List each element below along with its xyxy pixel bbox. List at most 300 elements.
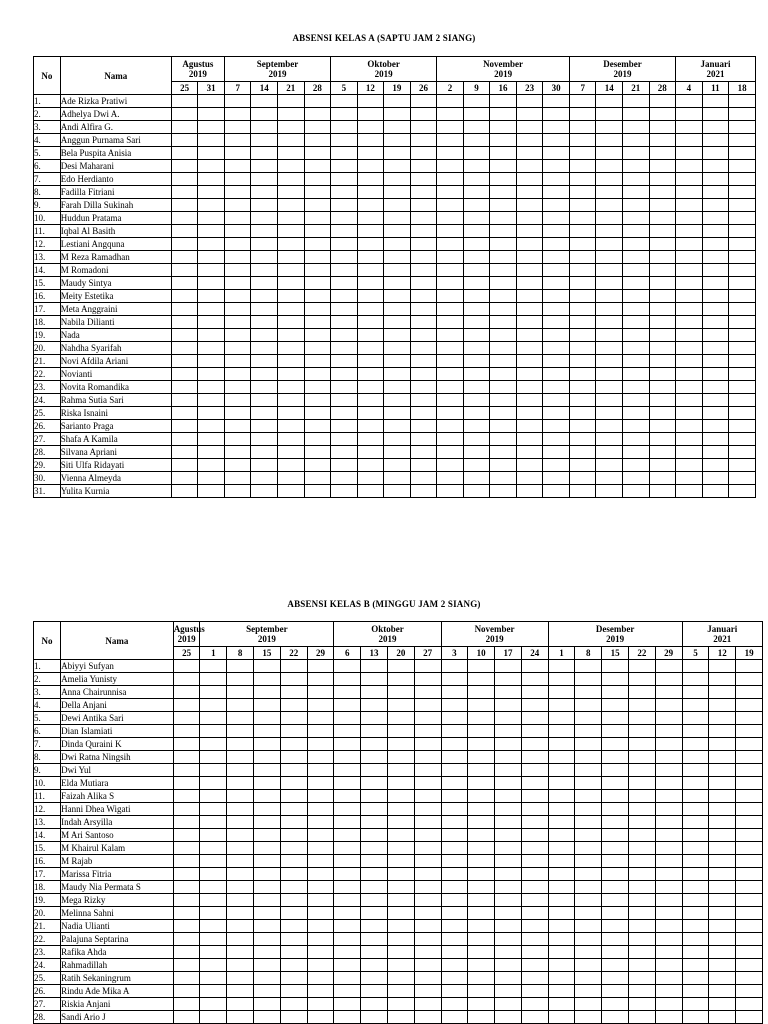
attendance-cell[interactable] [307, 686, 334, 699]
attendance-cell[interactable] [729, 225, 756, 238]
attendance-cell[interactable] [682, 699, 709, 712]
attendance-cell[interactable] [334, 946, 361, 959]
attendance-cell[interactable] [521, 894, 548, 907]
attendance-cell[interactable] [304, 212, 331, 225]
attendance-cell[interactable] [495, 738, 522, 751]
attendance-cell[interactable] [410, 173, 437, 186]
attendance-cell[interactable] [655, 998, 682, 1011]
attendance-cell[interactable] [729, 368, 756, 381]
attendance-cell[interactable] [334, 972, 361, 985]
attendance-cell[interactable] [516, 472, 543, 485]
attendance-cell[interactable] [251, 95, 278, 108]
attendance-cell[interactable] [171, 212, 198, 225]
attendance-cell[interactable] [490, 186, 517, 199]
attendance-cell[interactable] [171, 238, 198, 251]
attendance-cell[interactable] [171, 225, 198, 238]
attendance-cell[interactable] [441, 803, 468, 816]
attendance-cell[interactable] [331, 199, 358, 212]
attendance-cell[interactable] [463, 173, 490, 186]
attendance-cell[interactable] [702, 147, 729, 160]
attendance-cell[interactable] [575, 699, 602, 712]
attendance-cell[interactable] [387, 699, 414, 712]
attendance-cell[interactable] [622, 472, 649, 485]
attendance-cell[interactable] [548, 855, 575, 868]
attendance-cell[interactable] [414, 920, 441, 933]
attendance-cell[interactable] [490, 459, 517, 472]
attendance-cell[interactable] [736, 972, 763, 985]
attendance-cell[interactable] [227, 868, 254, 881]
attendance-cell[interactable] [304, 251, 331, 264]
attendance-cell[interactable] [173, 894, 200, 907]
attendance-cell[interactable] [307, 777, 334, 790]
attendance-cell[interactable] [709, 946, 736, 959]
attendance-cell[interactable] [224, 264, 251, 277]
attendance-cell[interactable] [304, 108, 331, 121]
attendance-cell[interactable] [410, 277, 437, 290]
attendance-cell[interactable] [521, 959, 548, 972]
attendance-cell[interactable] [251, 303, 278, 316]
attendance-cell[interactable] [649, 433, 676, 446]
attendance-cell[interactable] [468, 998, 495, 1011]
attendance-cell[interactable] [569, 433, 596, 446]
attendance-cell[interactable] [331, 420, 358, 433]
attendance-cell[interactable] [676, 225, 703, 238]
attendance-cell[interactable] [682, 764, 709, 777]
attendance-cell[interactable] [437, 316, 464, 329]
attendance-cell[interactable] [543, 264, 570, 277]
attendance-cell[interactable] [278, 342, 305, 355]
attendance-cell[interactable] [173, 725, 200, 738]
attendance-cell[interactable] [596, 459, 623, 472]
attendance-cell[interactable] [468, 764, 495, 777]
attendance-cell[interactable] [702, 446, 729, 459]
attendance-cell[interactable] [729, 212, 756, 225]
attendance-cell[interactable] [655, 751, 682, 764]
attendance-cell[interactable] [361, 946, 388, 959]
attendance-cell[interactable] [602, 829, 629, 842]
attendance-cell[interactable] [414, 946, 441, 959]
attendance-cell[interactable] [227, 738, 254, 751]
attendance-cell[interactable] [543, 225, 570, 238]
attendance-cell[interactable] [331, 394, 358, 407]
attendance-cell[interactable] [602, 725, 629, 738]
attendance-cell[interactable] [736, 920, 763, 933]
attendance-cell[interactable] [173, 738, 200, 751]
attendance-cell[interactable] [622, 433, 649, 446]
attendance-cell[interactable] [357, 290, 384, 303]
attendance-cell[interactable] [622, 95, 649, 108]
attendance-cell[interactable] [702, 212, 729, 225]
attendance-cell[interactable] [495, 933, 522, 946]
attendance-cell[interactable] [361, 829, 388, 842]
attendance-cell[interactable] [387, 712, 414, 725]
attendance-cell[interactable] [278, 277, 305, 290]
attendance-cell[interactable] [278, 212, 305, 225]
attendance-cell[interactable] [410, 394, 437, 407]
attendance-cell[interactable] [548, 751, 575, 764]
attendance-cell[interactable] [596, 199, 623, 212]
attendance-cell[interactable] [676, 147, 703, 160]
attendance-cell[interactable] [334, 881, 361, 894]
attendance-cell[interactable] [516, 121, 543, 134]
attendance-cell[interactable] [414, 764, 441, 777]
attendance-cell[interactable] [628, 673, 655, 686]
attendance-cell[interactable] [441, 829, 468, 842]
attendance-cell[interactable] [437, 394, 464, 407]
attendance-cell[interactable] [682, 1011, 709, 1024]
attendance-cell[interactable] [361, 972, 388, 985]
attendance-cell[interactable] [307, 946, 334, 959]
attendance-cell[interactable] [307, 959, 334, 972]
attendance-cell[interactable] [682, 907, 709, 920]
attendance-cell[interactable] [543, 173, 570, 186]
attendance-cell[interactable] [702, 407, 729, 420]
attendance-cell[interactable] [334, 894, 361, 907]
attendance-cell[interactable] [649, 472, 676, 485]
attendance-cell[interactable] [384, 186, 411, 199]
attendance-cell[interactable] [702, 160, 729, 173]
attendance-cell[interactable] [622, 459, 649, 472]
attendance-cell[interactable] [676, 459, 703, 472]
attendance-cell[interactable] [602, 738, 629, 751]
attendance-cell[interactable] [543, 290, 570, 303]
attendance-cell[interactable] [676, 238, 703, 251]
attendance-cell[interactable] [198, 342, 225, 355]
attendance-cell[interactable] [649, 212, 676, 225]
attendance-cell[interactable] [410, 134, 437, 147]
attendance-cell[interactable] [307, 764, 334, 777]
attendance-cell[interactable] [602, 855, 629, 868]
attendance-cell[interactable] [709, 764, 736, 777]
attendance-cell[interactable] [307, 881, 334, 894]
attendance-cell[interactable] [569, 446, 596, 459]
attendance-cell[interactable] [682, 803, 709, 816]
attendance-cell[interactable] [516, 316, 543, 329]
attendance-cell[interactable] [410, 212, 437, 225]
attendance-cell[interactable] [682, 998, 709, 1011]
attendance-cell[interactable] [441, 868, 468, 881]
attendance-cell[interactable] [736, 751, 763, 764]
attendance-cell[interactable] [655, 829, 682, 842]
attendance-cell[interactable] [254, 920, 281, 933]
attendance-cell[interactable] [361, 660, 388, 673]
attendance-cell[interactable] [569, 199, 596, 212]
attendance-cell[interactable] [280, 972, 307, 985]
attendance-cell[interactable] [414, 790, 441, 803]
attendance-cell[interactable] [387, 855, 414, 868]
attendance-cell[interactable] [655, 985, 682, 998]
attendance-cell[interactable] [198, 381, 225, 394]
attendance-cell[interactable] [280, 660, 307, 673]
attendance-cell[interactable] [254, 855, 281, 868]
attendance-cell[interactable] [495, 790, 522, 803]
attendance-cell[interactable] [173, 920, 200, 933]
attendance-cell[interactable] [521, 985, 548, 998]
attendance-cell[interactable] [173, 686, 200, 699]
attendance-cell[interactable] [569, 290, 596, 303]
attendance-cell[interactable] [521, 933, 548, 946]
attendance-cell[interactable] [463, 381, 490, 394]
attendance-cell[interactable] [280, 842, 307, 855]
attendance-cell[interactable] [575, 751, 602, 764]
attendance-cell[interactable] [628, 816, 655, 829]
attendance-cell[interactable] [495, 777, 522, 790]
attendance-cell[interactable] [490, 160, 517, 173]
attendance-cell[interactable] [387, 777, 414, 790]
attendance-cell[interactable] [521, 920, 548, 933]
attendance-cell[interactable] [575, 985, 602, 998]
attendance-cell[interactable] [516, 134, 543, 147]
attendance-cell[interactable] [361, 738, 388, 751]
attendance-cell[interactable] [254, 868, 281, 881]
attendance-cell[interactable] [384, 381, 411, 394]
attendance-cell[interactable] [331, 303, 358, 316]
attendance-cell[interactable] [575, 920, 602, 933]
attendance-cell[interactable] [357, 407, 384, 420]
attendance-cell[interactable] [410, 225, 437, 238]
attendance-cell[interactable] [628, 790, 655, 803]
attendance-cell[interactable] [736, 829, 763, 842]
attendance-cell[interactable] [709, 686, 736, 699]
attendance-cell[interactable] [198, 433, 225, 446]
attendance-cell[interactable] [729, 394, 756, 407]
attendance-cell[interactable] [224, 225, 251, 238]
attendance-cell[interactable] [682, 712, 709, 725]
attendance-cell[interactable] [495, 764, 522, 777]
attendance-cell[interactable] [702, 264, 729, 277]
attendance-cell[interactable] [198, 160, 225, 173]
attendance-cell[interactable] [437, 108, 464, 121]
attendance-cell[interactable] [682, 790, 709, 803]
attendance-cell[interactable] [575, 673, 602, 686]
attendance-cell[interactable] [709, 790, 736, 803]
attendance-cell[interactable] [278, 303, 305, 316]
attendance-cell[interactable] [463, 407, 490, 420]
attendance-cell[interactable] [254, 725, 281, 738]
attendance-cell[interactable] [655, 660, 682, 673]
attendance-cell[interactable] [682, 673, 709, 686]
attendance-cell[interactable] [575, 816, 602, 829]
attendance-cell[interactable] [575, 829, 602, 842]
attendance-cell[interactable] [468, 660, 495, 673]
attendance-cell[interactable] [410, 433, 437, 446]
attendance-cell[interactable] [334, 933, 361, 946]
attendance-cell[interactable] [628, 972, 655, 985]
attendance-cell[interactable] [410, 420, 437, 433]
attendance-cell[interactable] [173, 803, 200, 816]
attendance-cell[interactable] [655, 946, 682, 959]
attendance-cell[interactable] [278, 329, 305, 342]
attendance-cell[interactable] [521, 816, 548, 829]
attendance-cell[interactable] [441, 699, 468, 712]
attendance-cell[interactable] [516, 446, 543, 459]
attendance-cell[interactable] [676, 277, 703, 290]
attendance-cell[interactable] [384, 108, 411, 121]
attendance-cell[interactable] [227, 985, 254, 998]
attendance-cell[interactable] [280, 946, 307, 959]
attendance-cell[interactable] [709, 712, 736, 725]
attendance-cell[interactable] [227, 842, 254, 855]
attendance-cell[interactable] [463, 355, 490, 368]
attendance-cell[interactable] [384, 225, 411, 238]
attendance-cell[interactable] [463, 134, 490, 147]
attendance-cell[interactable] [307, 998, 334, 1011]
attendance-cell[interactable] [441, 816, 468, 829]
attendance-cell[interactable] [254, 673, 281, 686]
attendance-cell[interactable] [357, 355, 384, 368]
attendance-cell[interactable] [410, 342, 437, 355]
attendance-cell[interactable] [254, 712, 281, 725]
attendance-cell[interactable] [575, 933, 602, 946]
attendance-cell[interactable] [331, 446, 358, 459]
attendance-cell[interactable] [628, 686, 655, 699]
attendance-cell[interactable] [543, 121, 570, 134]
attendance-cell[interactable] [251, 238, 278, 251]
attendance-cell[interactable] [410, 329, 437, 342]
attendance-cell[interactable] [569, 381, 596, 394]
attendance-cell[interactable] [548, 686, 575, 699]
attendance-cell[interactable] [410, 472, 437, 485]
attendance-cell[interactable] [676, 264, 703, 277]
attendance-cell[interactable] [280, 959, 307, 972]
attendance-cell[interactable] [171, 121, 198, 134]
attendance-cell[interactable] [254, 790, 281, 803]
attendance-cell[interactable] [709, 803, 736, 816]
attendance-cell[interactable] [410, 147, 437, 160]
attendance-cell[interactable] [702, 485, 729, 498]
attendance-cell[interactable] [490, 329, 517, 342]
attendance-cell[interactable] [307, 894, 334, 907]
attendance-cell[interactable] [468, 933, 495, 946]
attendance-cell[interactable] [468, 894, 495, 907]
attendance-cell[interactable] [709, 816, 736, 829]
attendance-cell[interactable] [628, 660, 655, 673]
attendance-cell[interactable] [171, 459, 198, 472]
attendance-cell[interactable] [676, 160, 703, 173]
attendance-cell[interactable] [490, 381, 517, 394]
attendance-cell[interactable] [655, 907, 682, 920]
attendance-cell[interactable] [548, 725, 575, 738]
attendance-cell[interactable] [463, 342, 490, 355]
attendance-cell[interactable] [676, 186, 703, 199]
attendance-cell[interactable] [468, 829, 495, 842]
attendance-cell[interactable] [655, 725, 682, 738]
attendance-cell[interactable] [227, 907, 254, 920]
attendance-cell[interactable] [278, 368, 305, 381]
attendance-cell[interactable] [490, 264, 517, 277]
attendance-cell[interactable] [622, 212, 649, 225]
attendance-cell[interactable] [676, 433, 703, 446]
attendance-cell[interactable] [227, 751, 254, 764]
attendance-cell[interactable] [548, 660, 575, 673]
attendance-cell[interactable] [278, 95, 305, 108]
attendance-cell[interactable] [200, 972, 227, 985]
attendance-cell[interactable] [198, 355, 225, 368]
attendance-cell[interactable] [622, 134, 649, 147]
attendance-cell[interactable] [702, 290, 729, 303]
attendance-cell[interactable] [171, 303, 198, 316]
attendance-cell[interactable] [384, 277, 411, 290]
attendance-cell[interactable] [307, 907, 334, 920]
attendance-cell[interactable] [468, 673, 495, 686]
attendance-cell[interactable] [622, 355, 649, 368]
attendance-cell[interactable] [468, 842, 495, 855]
attendance-cell[interactable] [543, 394, 570, 407]
attendance-cell[interactable] [224, 108, 251, 121]
attendance-cell[interactable] [596, 264, 623, 277]
attendance-cell[interactable] [596, 355, 623, 368]
attendance-cell[interactable] [251, 394, 278, 407]
attendance-cell[interactable] [729, 147, 756, 160]
attendance-cell[interactable] [278, 121, 305, 134]
attendance-cell[interactable] [575, 868, 602, 881]
attendance-cell[interactable] [278, 199, 305, 212]
attendance-cell[interactable] [334, 764, 361, 777]
attendance-cell[interactable] [596, 186, 623, 199]
attendance-cell[interactable] [736, 855, 763, 868]
attendance-cell[interactable] [596, 173, 623, 186]
attendance-cell[interactable] [387, 738, 414, 751]
attendance-cell[interactable] [331, 381, 358, 394]
attendance-cell[interactable] [361, 881, 388, 894]
attendance-cell[interactable] [304, 290, 331, 303]
attendance-cell[interactable] [468, 868, 495, 881]
attendance-cell[interactable] [254, 985, 281, 998]
attendance-cell[interactable] [361, 764, 388, 777]
attendance-cell[interactable] [384, 121, 411, 134]
attendance-cell[interactable] [709, 881, 736, 894]
attendance-cell[interactable] [622, 121, 649, 134]
attendance-cell[interactable] [387, 686, 414, 699]
attendance-cell[interactable] [702, 95, 729, 108]
attendance-cell[interactable] [198, 225, 225, 238]
attendance-cell[interactable] [414, 998, 441, 1011]
attendance-cell[interactable] [622, 238, 649, 251]
attendance-cell[interactable] [251, 160, 278, 173]
attendance-cell[interactable] [702, 108, 729, 121]
attendance-cell[interactable] [414, 673, 441, 686]
attendance-cell[interactable] [251, 355, 278, 368]
attendance-cell[interactable] [171, 277, 198, 290]
attendance-cell[interactable] [334, 803, 361, 816]
attendance-cell[interactable] [200, 946, 227, 959]
attendance-cell[interactable] [463, 446, 490, 459]
attendance-cell[interactable] [622, 394, 649, 407]
attendance-cell[interactable] [682, 985, 709, 998]
attendance-cell[interactable] [173, 998, 200, 1011]
attendance-cell[interactable] [357, 95, 384, 108]
attendance-cell[interactable] [387, 764, 414, 777]
attendance-cell[interactable] [171, 95, 198, 108]
attendance-cell[interactable] [171, 108, 198, 121]
attendance-cell[interactable] [602, 842, 629, 855]
attendance-cell[interactable] [414, 829, 441, 842]
attendance-cell[interactable] [437, 95, 464, 108]
attendance-cell[interactable] [251, 433, 278, 446]
attendance-cell[interactable] [495, 894, 522, 907]
attendance-cell[interactable] [729, 134, 756, 147]
attendance-cell[interactable] [304, 381, 331, 394]
attendance-cell[interactable] [200, 959, 227, 972]
attendance-cell[interactable] [361, 686, 388, 699]
attendance-cell[interactable] [628, 712, 655, 725]
attendance-cell[interactable] [171, 485, 198, 498]
attendance-cell[interactable] [414, 933, 441, 946]
attendance-cell[interactable] [548, 894, 575, 907]
attendance-cell[interactable] [361, 751, 388, 764]
attendance-cell[interactable] [596, 251, 623, 264]
attendance-cell[interactable] [543, 407, 570, 420]
